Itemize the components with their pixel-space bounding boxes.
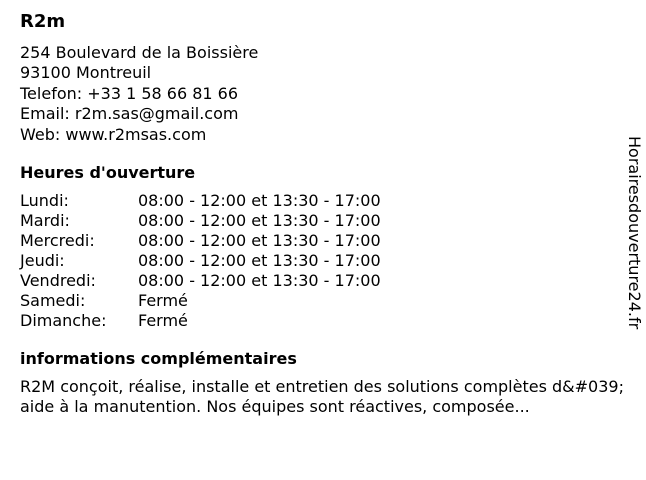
hours-row-vendredi: [20, 271, 620, 291]
additional-info-title: informations complémentaires: [20, 349, 297, 369]
web-line: Web: www.r2msas.com: [20, 124, 207, 144]
day-hours: Fermé: [138, 291, 188, 311]
day-hours: Fermé: [138, 311, 188, 331]
day-label: Vendredi:: [20, 271, 96, 291]
day-label: Mardi:: [20, 211, 70, 231]
contact-block: [20, 43, 620, 145]
opening-hours-title: Heures d'ouverture: [20, 163, 196, 183]
email-line: Email: r2m.sas@gmail.com: [20, 104, 239, 124]
day-hours: 08:00 - 12:00 et 13:30 - 17:00: [138, 191, 381, 211]
day-hours: 08:00 - 12:00 et 13:30 - 17:00: [138, 211, 381, 231]
day-label: Mercredi:: [20, 231, 95, 251]
hours-row-mardi: [20, 211, 620, 231]
day-hours: 08:00 - 12:00 et 13:30 - 17:00: [138, 231, 381, 251]
opening-hours-table: [20, 191, 620, 331]
day-label: Jeudi:: [20, 251, 65, 271]
day-label: Lundi:: [20, 191, 69, 211]
site-watermark: Horairesdouverture24.fr: [625, 136, 644, 330]
phone-line: Telefon: +33 1 58 66 81 66: [20, 83, 239, 103]
company-card: [20, 10, 624, 417]
company-name: R2m: [20, 11, 66, 32]
hours-row-mercredi: [20, 231, 620, 251]
hours-row-lundi: [20, 191, 620, 211]
day-hours: 08:00 - 12:00 et 13:30 - 17:00: [138, 251, 381, 271]
day-label: Samedi:: [20, 291, 86, 311]
address-street: 254 Boulevard de la Boissière: [20, 43, 259, 62]
day-label: Dimanche:: [20, 311, 107, 331]
address-city: 93100 Montreuil: [20, 63, 152, 83]
additional-info-text: R2M conçoit, réalise, installe et entretien des solutions complètes d&#039;aide à la manutention. Nos équipes sont réactives, composée...: [20, 377, 624, 417]
day-hours: 08:00 - 12:00 et 13:30 - 17:00: [138, 271, 381, 291]
hours-row-dimanche: [20, 311, 620, 331]
hours-row-jeudi: [20, 251, 620, 271]
hours-row-samedi: [20, 291, 620, 311]
